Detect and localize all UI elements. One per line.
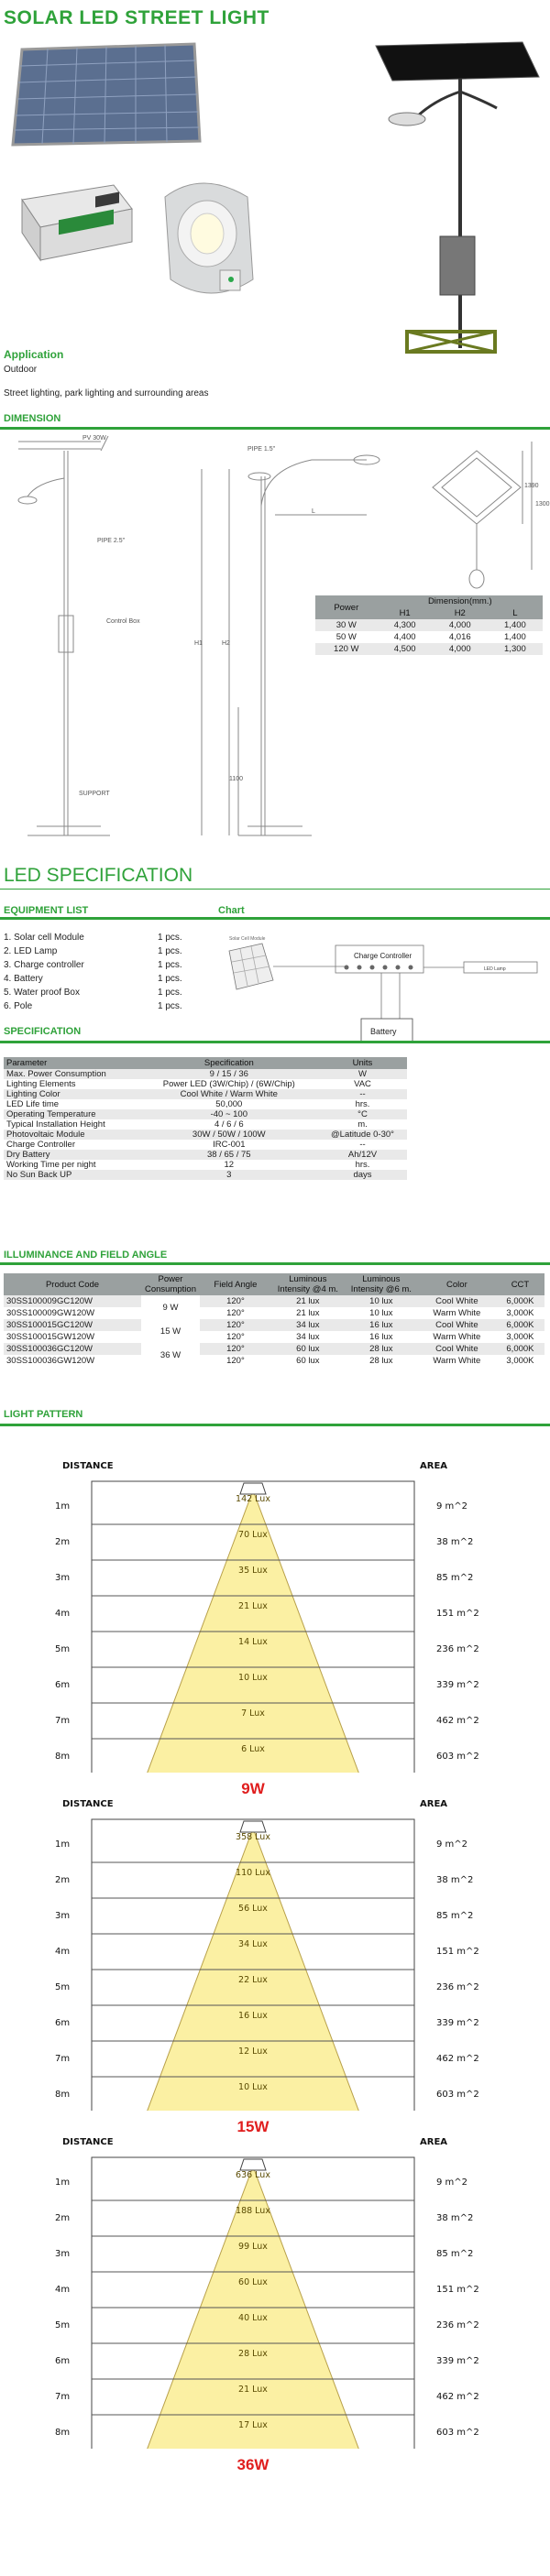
item-qty: 1 pcs.: [158, 960, 182, 970]
distance-value: 3m: [55, 1910, 71, 1921]
distance-value: 7m: [55, 1715, 71, 1726]
col-header: Luminous Intensity @4 m.: [277, 1274, 338, 1294]
cell: 16 lux: [369, 1320, 393, 1330]
cell: °C: [358, 1109, 368, 1119]
cell: 34 lux: [296, 1332, 320, 1342]
cell: 21 lux: [296, 1308, 320, 1318]
cell: 4,000: [448, 620, 471, 630]
cell: 4,400: [393, 632, 416, 642]
cell: 120°: [226, 1356, 245, 1366]
cell: 6,000K: [506, 1320, 534, 1330]
distance-value: 8m: [55, 2427, 71, 2438]
cell: 1,300: [504, 644, 526, 654]
area-value: 38 m^2: [436, 1874, 474, 1885]
col-header: Specification: [204, 1058, 254, 1068]
charge-controller-image: [13, 172, 141, 264]
lux-value: 22 Lux: [238, 1974, 268, 1985]
solar-panel-image: [11, 40, 204, 148]
distance-label: DISTANCE: [62, 2137, 114, 2147]
cell: 38 / 65 / 75: [207, 1150, 251, 1160]
area-value: 462 m^2: [436, 1715, 479, 1726]
area-value: 339 m^2: [436, 2355, 479, 2366]
table-row: [4, 1099, 407, 1109]
cell: Warm White: [433, 1332, 481, 1342]
lux-value: 21 Lux: [238, 2384, 268, 2395]
distance-value: 6m: [55, 2355, 71, 2366]
page-title: SOLAR LED STREET LIGHT: [4, 7, 270, 28]
cell: VAC: [354, 1079, 371, 1089]
wattage-label: 9W: [241, 1780, 265, 1797]
cell: --: [359, 1140, 366, 1150]
area-value: 603 m^2: [436, 1751, 479, 1762]
divider: [0, 1041, 550, 1043]
cell: 28 lux: [369, 1344, 393, 1354]
cell: Max. Power Consumption: [6, 1069, 106, 1079]
cell: 60 lux: [296, 1356, 320, 1366]
area-value: 85 m^2: [436, 2248, 474, 2259]
area-value: 339 m^2: [436, 1679, 479, 1690]
lux-value: 16 Lux: [238, 2010, 268, 2021]
col-header: Product Code: [45, 1279, 100, 1290]
cell: 16 lux: [369, 1332, 393, 1342]
list-item: [4, 946, 205, 960]
controller-label: Charge Controller: [354, 952, 412, 960]
area-value: 603 m^2: [436, 2427, 479, 2438]
distance-value: 4m: [55, 2284, 71, 2295]
cell: Working Time per night: [6, 1160, 96, 1170]
d1390-label: 1390: [524, 483, 539, 489]
cell: 6,000K: [506, 1344, 534, 1354]
equipment-heading: EQUIPMENT LIST: [4, 905, 89, 916]
cell: 4,500: [393, 644, 416, 654]
cell: 120°: [226, 1344, 245, 1354]
cell: Warm White: [433, 1308, 481, 1318]
table-row: [4, 1119, 407, 1130]
distance-value: 2m: [55, 2212, 71, 2223]
table-row: [4, 1079, 407, 1089]
cell: -40 ~ 100: [210, 1109, 248, 1119]
area-value: 85 m^2: [436, 1910, 474, 1921]
distance-value: 8m: [55, 1751, 71, 1762]
cell: Photovoltaic Module: [6, 1130, 85, 1140]
lux-value: 99 Lux: [238, 2241, 268, 2252]
pipe15-label: PIPE 1.5": [248, 446, 276, 453]
area-value: 9 m^2: [436, 1839, 468, 1850]
distance-value: 1m: [55, 1839, 71, 1850]
cell: Warm White: [433, 1356, 481, 1366]
cell: 36 W: [141, 1343, 200, 1367]
lux-value: 6 Lux: [241, 1743, 265, 1754]
dim-col-h1: H1: [399, 608, 411, 618]
distance-value: 5m: [55, 1643, 71, 1654]
cell: Typical Installation Height: [6, 1119, 105, 1130]
col-header: Parameter: [6, 1058, 48, 1068]
table-row: [4, 1160, 407, 1170]
cell: 3,000K: [506, 1356, 534, 1366]
cell: W: [358, 1069, 367, 1079]
distance-value: 2m: [55, 1536, 71, 1547]
illuminance-table: [4, 1273, 544, 1367]
cell: 9 / 15 / 36: [209, 1069, 248, 1079]
cell: 30SS100015GW120W: [6, 1332, 95, 1342]
cell: Cool White / Warm White: [180, 1089, 278, 1099]
item-qty: 1 pcs.: [158, 946, 182, 956]
dim-col-l: L: [512, 608, 518, 618]
cell: 50 W: [336, 632, 357, 642]
cell: Lighting Elements: [6, 1079, 76, 1089]
cell: 10 lux: [369, 1296, 393, 1306]
table-row: [4, 1307, 544, 1319]
col-header: Luminous Intensity @6 m.: [350, 1274, 412, 1294]
divider: [0, 427, 550, 430]
col-header: Units: [352, 1058, 373, 1068]
cell: Cool White: [435, 1344, 478, 1354]
table-row: [4, 1331, 544, 1343]
area-value: 339 m^2: [436, 2017, 479, 2028]
cell: Lighting Color: [6, 1089, 60, 1099]
cell: 30SS100009GW120W: [6, 1308, 95, 1318]
lux-value: 14 Lux: [238, 1636, 268, 1647]
divider: [0, 1262, 550, 1265]
cell: 15 W: [141, 1319, 200, 1343]
list-item: [4, 1001, 205, 1015]
application-line1: Outdoor: [4, 365, 38, 375]
cell: No Sun Back UP: [6, 1170, 72, 1180]
area-value: 462 m^2: [436, 2053, 479, 2064]
distance-value: 4m: [55, 1608, 71, 1619]
cell: 50,000: [215, 1099, 243, 1109]
area-value: 9 m^2: [436, 1501, 468, 1512]
light-pattern-heading: LIGHT PATTERN: [4, 1409, 83, 1420]
chart-heading: Chart: [218, 905, 245, 916]
table-row: [4, 1150, 407, 1160]
cell: hrs.: [355, 1160, 370, 1170]
cell: Ah/12V: [347, 1150, 378, 1160]
item-name: 3. Charge controller: [4, 960, 84, 970]
cell: 9 W: [141, 1295, 200, 1319]
lux-value: 142 Lux: [236, 1493, 270, 1504]
specification-heading: SPECIFICATION: [4, 1026, 82, 1037]
cell: 120°: [226, 1320, 245, 1330]
cell: 120°: [226, 1308, 245, 1318]
wattage-label: 15W: [236, 2118, 270, 2135]
area-value: 9 m^2: [436, 2177, 468, 2188]
distance-value: 5m: [55, 2319, 71, 2330]
cell: 60 lux: [296, 1344, 320, 1354]
list-item: [4, 974, 205, 988]
list-item: [4, 933, 205, 946]
cell: Power LED (3W/Chip) / (6W/Chip): [162, 1079, 295, 1089]
cell: 34 lux: [296, 1320, 320, 1330]
solar-label: Solar Cell Module: [229, 936, 266, 942]
distance-value: 6m: [55, 2017, 71, 2028]
area-value: 85 m^2: [436, 1572, 474, 1583]
distance-value: 3m: [55, 2248, 71, 2259]
area-value: 151 m^2: [436, 1946, 479, 1957]
table-row: [4, 1089, 407, 1099]
list-item: [4, 988, 205, 1001]
table-row: [4, 1170, 407, 1180]
cell: 3,000K: [506, 1332, 534, 1342]
equipment-list: [4, 933, 205, 1015]
support-label: SUPPORT: [79, 791, 110, 797]
table-header: [4, 1057, 407, 1069]
lux-value: 10 Lux: [238, 2081, 268, 2092]
cell: 30W / 50W / 100W: [192, 1130, 266, 1140]
item-qty: 1 pcs.: [158, 988, 182, 998]
divider: [0, 917, 550, 920]
distance-value: 1m: [55, 2177, 71, 2188]
lamp-icon: [240, 1483, 266, 1494]
cell: Cool White: [435, 1320, 478, 1330]
distance-value: 7m: [55, 2053, 71, 2064]
illuminance-heading: ILLUMINANCE AND FIELD ANGLE: [4, 1250, 168, 1261]
distance-value: 1m: [55, 1501, 71, 1512]
item-qty: 1 pcs.: [158, 933, 182, 943]
lamp-icon: [240, 1821, 266, 1832]
cell: 4,300: [393, 620, 416, 630]
table-row: [4, 1140, 407, 1150]
lux-value: 34 Lux: [238, 1938, 268, 1949]
cell: 3: [226, 1170, 232, 1180]
lux-value: 7 Lux: [241, 1708, 265, 1719]
cell: days: [353, 1170, 372, 1180]
cell: 30SS100036GW120W: [6, 1356, 95, 1366]
cell: 4 / 6 / 6: [214, 1119, 244, 1130]
distance-value: 4m: [55, 1946, 71, 1957]
dim-col-h2: H2: [454, 608, 466, 618]
table-row: [4, 1109, 407, 1119]
cell: 12: [224, 1160, 235, 1170]
cell: hrs.: [355, 1099, 370, 1109]
table-row: [315, 643, 543, 655]
distance-value: 8m: [55, 2089, 71, 2100]
lux-value: 35 Lux: [238, 1565, 268, 1576]
lux-value: 188 Lux: [236, 2205, 270, 2216]
dim-col-dimension: Dimension(mm.): [427, 596, 492, 606]
light-pattern-panel: [0, 1461, 550, 1797]
table-row: [4, 1130, 407, 1140]
item-name: 4. Battery: [4, 974, 43, 984]
table-row: [4, 1355, 544, 1367]
area-value: 236 m^2: [436, 1643, 479, 1654]
street-light-image: [359, 37, 543, 357]
wattage-label: 36W: [236, 2456, 270, 2473]
cell: @Latitude 0-30°: [331, 1130, 394, 1140]
area-label: AREA: [420, 1799, 448, 1809]
col-header: CCT: [511, 1279, 530, 1290]
area-value: 151 m^2: [436, 1608, 479, 1619]
lamp-icon: [240, 2159, 266, 2170]
h1100-label: 1100: [229, 776, 244, 782]
led-lamp-image: [147, 169, 266, 316]
divider: [0, 889, 550, 890]
light-pattern-panel: [0, 2137, 550, 2473]
control-box-label: Control Box: [106, 618, 140, 625]
distance-value: 7m: [55, 2391, 71, 2402]
application-line2: Street lighting, park lighting and surrounding areas: [4, 388, 209, 398]
pipe25-label: PIPE 2.5": [97, 538, 126, 544]
cell: 4,000: [448, 644, 471, 654]
table-row: [4, 1069, 407, 1079]
area-label: AREA: [420, 1461, 448, 1471]
lux-value: 60 Lux: [238, 2276, 268, 2287]
dimension-heading: DIMENSION: [4, 413, 61, 424]
table-row: [4, 1295, 544, 1307]
cell: 4,016: [448, 632, 471, 642]
lux-value: 636 Lux: [236, 2169, 270, 2180]
cell: 120 W: [334, 644, 359, 654]
cell: LED Life time: [6, 1099, 60, 1109]
item-name: 5. Water proof Box: [4, 988, 80, 998]
cell: Charge Controller: [6, 1140, 75, 1150]
area-value: 151 m^2: [436, 2284, 479, 2295]
distance-value: 6m: [55, 1679, 71, 1690]
distance-label: DISTANCE: [62, 1799, 114, 1809]
lux-value: 40 Lux: [238, 2312, 268, 2323]
distance-value: 3m: [55, 1572, 71, 1583]
area-value: 38 m^2: [436, 2212, 474, 2223]
area-value: 236 m^2: [436, 1981, 479, 1992]
table-row: [315, 619, 543, 631]
cell: 30SS100009GC120W: [6, 1296, 94, 1306]
item-qty: 1 pcs.: [158, 974, 182, 984]
cell: Cool White: [435, 1296, 478, 1306]
cell: 30SS100015GC120W: [6, 1320, 94, 1330]
application-heading: Application: [4, 348, 64, 361]
battery-label: Battery: [370, 1027, 397, 1036]
cell: 21 lux: [296, 1296, 320, 1306]
lux-value: 17 Lux: [238, 2419, 268, 2430]
cell: m.: [358, 1119, 368, 1130]
cell: IRC-001: [213, 1140, 246, 1150]
item-name: 6. Pole: [4, 1001, 33, 1011]
cell: Operating Temperature: [6, 1109, 96, 1119]
table-header: [4, 1273, 544, 1295]
cell: 1,400: [504, 620, 526, 630]
h2-label: H2: [222, 640, 230, 647]
lamp-label: LED Lamp: [484, 966, 506, 972]
lux-value: 110 Lux: [236, 1867, 270, 1878]
specification-table: [4, 1057, 407, 1180]
area-value: 38 m^2: [436, 1536, 474, 1547]
divider: [0, 1424, 550, 1426]
area-value: 603 m^2: [436, 2089, 479, 2100]
distance-value: 5m: [55, 1981, 71, 1992]
lux-value: 21 Lux: [238, 1600, 268, 1611]
cell: 30 W: [336, 620, 357, 630]
area-value: 462 m^2: [436, 2391, 479, 2402]
cell: Dry Battery: [6, 1150, 50, 1160]
list-item: [4, 960, 205, 974]
cell: 120°: [226, 1296, 245, 1306]
cell: 28 lux: [369, 1356, 393, 1366]
distance-label: DISTANCE: [62, 1461, 114, 1471]
cell: 6,000K: [506, 1296, 534, 1306]
lux-value: 28 Lux: [238, 2348, 268, 2359]
cell: 120°: [226, 1332, 245, 1342]
table-row: [4, 1343, 544, 1355]
item-name: 2. LED Lamp: [4, 946, 58, 956]
dimension-table: [315, 595, 543, 655]
lux-value: 12 Lux: [238, 2046, 268, 2057]
item-qty: 1 pcs.: [158, 1001, 182, 1011]
cell: 30SS100036GC120W: [6, 1344, 94, 1354]
col-header: Power Consumption: [145, 1274, 196, 1294]
lux-value: 56 Lux: [238, 1903, 268, 1914]
l-label: L: [312, 508, 315, 515]
light-pattern-panel: [0, 1799, 550, 2135]
h1-label: H1: [194, 640, 203, 647]
col-header: Field Angle: [214, 1279, 258, 1290]
wiring-chart: [216, 925, 546, 1044]
cell: 3,000K: [506, 1308, 534, 1318]
item-name: 1. Solar cell Module: [4, 933, 84, 943]
cell: --: [359, 1089, 366, 1099]
d1300-label: 1300: [535, 501, 550, 508]
table-row: [4, 1319, 544, 1331]
area-value: 236 m^2: [436, 2319, 479, 2330]
col-header: Color: [446, 1279, 468, 1290]
cell: 1,400: [504, 632, 526, 642]
distance-value: 2m: [55, 1874, 71, 1885]
dim-col-power: Power: [334, 602, 359, 613]
lux-value: 358 Lux: [236, 1831, 270, 1842]
cell: 10 lux: [369, 1308, 393, 1318]
table-row: [315, 631, 543, 643]
lux-value: 70 Lux: [238, 1529, 268, 1540]
area-label: AREA: [420, 2137, 448, 2147]
led-spec-heading: LED SPECIFICATION: [4, 865, 193, 886]
pv-label: PV 30W: [82, 435, 106, 442]
lux-value: 10 Lux: [238, 1672, 268, 1683]
